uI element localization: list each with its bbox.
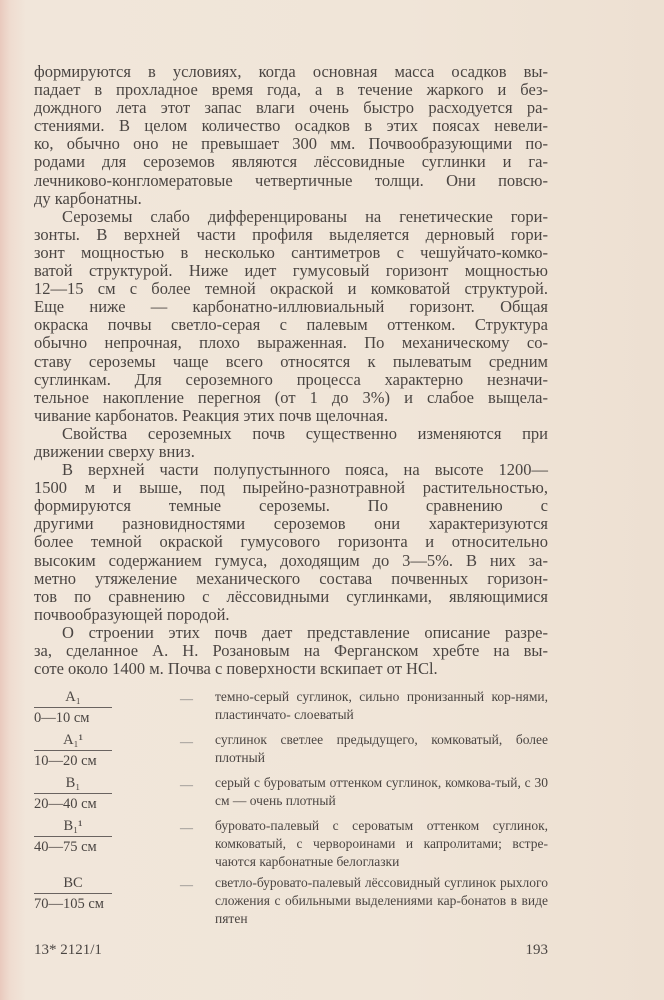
text-line: лечниково-конгломератовые четвертичные толщи. Они повсю- <box>34 170 548 190</box>
text-line: тов по сравнению с лёссовидными суглинками, являющимися <box>34 586 548 606</box>
text-line: зонты. В верхней части профиля выделяется дерновый гори- <box>34 224 548 244</box>
text-line: зонт мощностью в несколько сантиметров с чешуйчато-комко- <box>34 242 548 262</box>
horizon-depth: 0—10 см <box>34 710 90 727</box>
leader-dash: — <box>180 877 193 893</box>
horizon-name: B₁ <box>34 774 112 794</box>
horizon-description: суглинок светлее предыдущего, комковатый, более плотный <box>215 732 548 766</box>
paragraph <box>34 63 548 208</box>
leader-dash: — <box>180 734 193 750</box>
page-number: 193 <box>525 942 548 959</box>
page-content <box>34 63 548 959</box>
leader-dash: — <box>180 777 193 793</box>
horizon-label <box>34 874 112 914</box>
horizon-row <box>34 874 548 928</box>
text-line: высоким содержанием гумуса, доходящим до 3—5%. В них за- <box>34 550 548 570</box>
paragraph <box>34 461 548 624</box>
horizon-row <box>34 774 548 814</box>
text-line: О строении этих почв дает представление описание разре- <box>62 622 548 642</box>
horizon-description: светло-буровато-палевый лёссовидный суглинок рыхлого сложения с обильными выделениями кар-бонатов в виде пятен <box>215 875 548 927</box>
horizon-depth: 40—75 см <box>34 839 97 856</box>
horizon-description: серый с буроватым оттенком суглинок, комкова-тый, с 30 см — очень плотный <box>215 775 548 809</box>
text-line: 1500 м и выше, под пырейно-разнотравной растительностью, <box>34 478 548 498</box>
printer-signature: 13* 2121/1 <box>34 942 102 959</box>
text-line: тельное накопление перегноя (от 1 до 3%) и слабое выщела- <box>34 387 548 407</box>
text-line: Свойства сероземных почв существенно изменяются при <box>62 423 548 443</box>
text-line: дождного лета этот запас влаги очень быстро расходуется ра- <box>34 98 548 118</box>
text-line: обычно непрочная, плохо выраженная. По механическому со- <box>34 333 548 353</box>
text-line: движении сверху вниз. <box>34 441 195 461</box>
horizon-description: темно-серый суглинок, сильно пронизанный кор-нями, пластинчато- слоеватый <box>215 689 548 723</box>
horizon-depth: 10—20 см <box>34 753 97 770</box>
page-footer <box>34 942 548 959</box>
text-line: формируются темные сероземы. По сравнению с <box>34 496 548 516</box>
text-line: суглинкам. Для сероземного процесса характерно незначи- <box>34 369 548 389</box>
text-line: В верхней части полупустынного пояса, на высоте 1200— <box>62 460 548 480</box>
text-line: ду карбонатны. <box>34 188 142 208</box>
horizon-row <box>34 817 548 871</box>
leader-dash: — <box>180 691 193 707</box>
horizon-row <box>34 731 548 771</box>
horizon-description: буровато-палевый с сероватым оттенком суглинок, комковатый, с червороинами и капролитами; встре-чаются карбонатные белоглазки <box>215 818 548 870</box>
horizon-name: A₁ <box>34 688 112 708</box>
text-line: соте около 1400 м. Почва с поверхности вскипает от HCl. <box>34 659 438 679</box>
paragraph <box>34 208 548 425</box>
text-line: Еще ниже — карбонатно-иллювиальный горизонт. Общая <box>34 297 548 317</box>
text-line: за, сделанное А. Н. Розановым на Ферганском хребте на вы- <box>34 641 548 660</box>
horizon-label <box>34 688 112 728</box>
horizon-depth: 20—40 см <box>34 796 97 813</box>
text-line: ватой структурой. Ниже идет гумусовый горизонт мощностью <box>34 261 548 281</box>
horizon-name: BC <box>34 874 112 894</box>
text-line: стениями. В целом количество осадков в этих поясах невели- <box>34 116 548 136</box>
text-line: метно утяжеление механического состава почвенных горизон- <box>34 568 548 588</box>
horizon-label <box>34 731 112 771</box>
body-text <box>34 63 548 678</box>
paragraph <box>34 425 548 461</box>
text-line: Сероземы слабо дифференцированы на генетические гори- <box>62 206 548 226</box>
text-line: чивание карбонатов. Реакция этих почв щелочная. <box>34 405 388 425</box>
text-line: почвообразующей породой. <box>34 604 230 624</box>
text-line: формируются в условиях, когда основная масса осадков вы- <box>34 62 548 81</box>
horizon-label <box>34 774 112 814</box>
text-line: окраска почвы светло-серая с палевым оттенком. Структура <box>34 315 548 335</box>
soil-profile-table <box>34 688 548 928</box>
text-line: ко, обычно оно не превышает 300 мм. Почвообразующими по- <box>34 134 548 154</box>
horizon-name: A₁¹ <box>34 731 112 751</box>
text-line: родами для сероземов являются лёссовидные суглинки и га- <box>34 152 548 172</box>
text-line: более темной окраской гумусового горизонта и относительно <box>34 532 548 552</box>
text-line: 12—15 см с более темной окраской и комковатой структурой. <box>34 279 548 299</box>
paragraph <box>34 624 548 678</box>
horizon-row <box>34 688 548 728</box>
horizon-label <box>34 817 112 857</box>
text-line: падает в прохладное время года, а в течение жаркого и без- <box>34 80 548 100</box>
text-line: ставу сероземы чаще всего относятся к пылеватым средним <box>34 351 548 371</box>
horizon-name: B₁¹ <box>34 817 112 837</box>
leader-dash: — <box>180 820 193 836</box>
text-line: другими разновидностями сероземов они характеризуются <box>34 514 548 534</box>
horizon-depth: 70—105 см <box>34 896 104 913</box>
